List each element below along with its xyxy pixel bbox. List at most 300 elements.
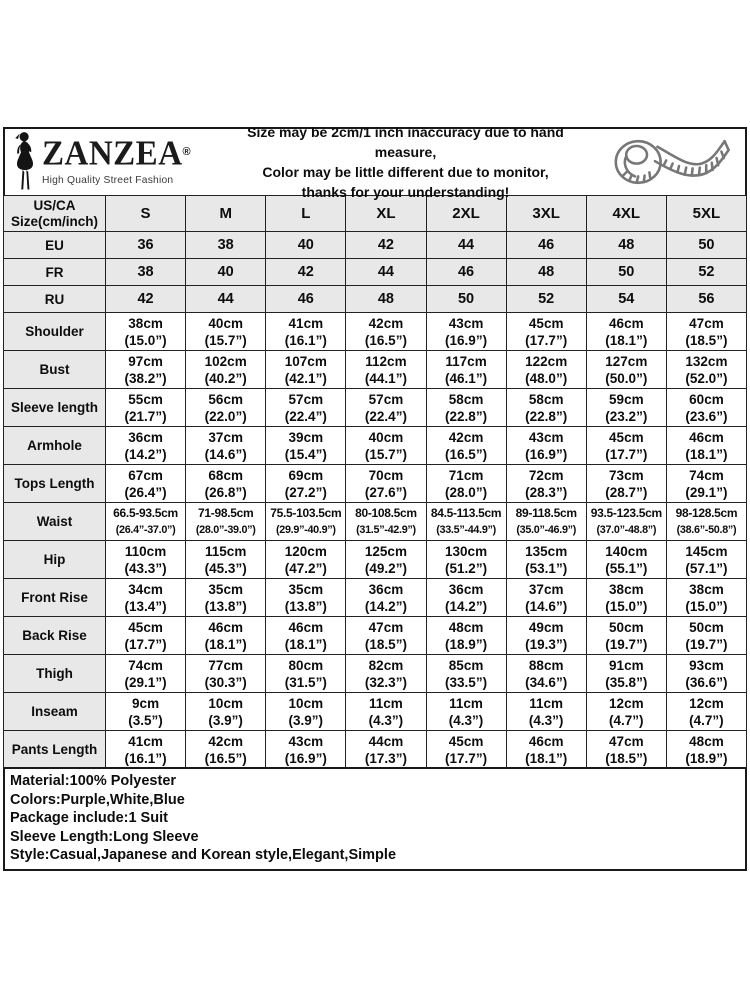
measurement-cell: [666, 427, 746, 465]
cm-value: 67cm: [128, 467, 163, 483]
measurement-cell: [426, 427, 506, 465]
measurement-row: [4, 465, 747, 503]
inch-value: (45.3”): [204, 560, 247, 576]
measurement-cell: [426, 693, 506, 731]
inch-value: (18.9”): [685, 750, 728, 766]
cm-value: 125cm: [364, 543, 407, 559]
inch-value: (22.0”): [204, 408, 247, 424]
size-column-header: 4XL: [586, 196, 666, 232]
measurement-cell: [586, 465, 666, 503]
cm-value: 112cm: [365, 353, 407, 369]
inch-value: (51.2”): [445, 560, 488, 576]
measurement-cell: [666, 313, 746, 351]
cm-value: 70cm: [368, 467, 404, 483]
conversion-cell: 50: [586, 259, 666, 286]
measurement-cell: [506, 427, 586, 465]
inch-value: (16.9”): [445, 332, 488, 348]
cm-value: 93cm: [689, 657, 724, 673]
measurement-cell: [666, 503, 746, 541]
cm-value: 45cm: [609, 429, 644, 445]
cm-value: 74cm: [689, 467, 724, 483]
cm-value: 9cm: [132, 695, 160, 711]
measurement-cell: [106, 693, 186, 731]
inch-value: (4.3”): [528, 712, 564, 728]
inch-value: (48.0”): [525, 370, 568, 386]
inch-value: (23.6”): [685, 408, 728, 424]
inch-value: (15.0”): [124, 332, 167, 348]
inch-value: (47.2”): [284, 560, 327, 576]
measurement-cell: [586, 313, 666, 351]
inch-value: (26.4”): [124, 484, 167, 500]
row-label: EU: [4, 232, 106, 259]
measuring-tape-icon: [600, 130, 738, 194]
measurement-cell: [266, 541, 346, 579]
inch-value: (42.1”): [284, 370, 327, 386]
measurement-row: [4, 693, 747, 731]
inch-value: (36.6”): [685, 674, 728, 690]
measurement-cell: [106, 541, 186, 579]
disclaimer: [218, 122, 593, 202]
row-label: Tops Length: [4, 465, 106, 503]
inch-value: (16.9”): [284, 750, 327, 766]
measurement-cell: [266, 617, 346, 655]
cm-value: 10cm: [288, 695, 324, 711]
measurement-cell: [426, 313, 506, 351]
cm-value: 57cm: [288, 391, 324, 407]
inch-value: (31.5”): [284, 674, 327, 690]
cm-value: 43cm: [288, 733, 324, 749]
cm-value: 43cm: [448, 315, 484, 331]
cm-value: 82cm: [368, 657, 404, 673]
measurement-cell: [106, 731, 186, 769]
cm-value: 73cm: [609, 467, 644, 483]
inch-value: (16.1”): [284, 332, 327, 348]
measurement-cell: [106, 503, 186, 541]
size-column-header: L: [266, 196, 346, 232]
measurement-cell: [266, 313, 346, 351]
measurement-cell: [426, 617, 506, 655]
cm-value: 57cm: [368, 391, 404, 407]
cm-value: 140cm: [605, 543, 648, 559]
measurement-cell: [426, 731, 506, 769]
measurement-cell: [266, 655, 346, 693]
disclaimer-line-3: thanks for your understanding!: [301, 184, 510, 200]
measurement-cell: [506, 541, 586, 579]
cm-value: 48cm: [448, 619, 484, 635]
measurement-cell: [666, 731, 746, 769]
measurement-cell: [666, 351, 746, 389]
conversion-row: [4, 232, 747, 259]
row-label: RU: [4, 286, 106, 313]
cm-value: 43cm: [528, 429, 564, 445]
inch-value: (16.1”): [124, 750, 167, 766]
measurement-cell: [506, 655, 586, 693]
corner-line-1: US/CA: [33, 197, 76, 213]
inch-value: (44.1”): [364, 370, 407, 386]
inch-value: (3.9”): [208, 712, 243, 728]
inch-value: (15.7”): [204, 332, 247, 348]
measurement-cell: [506, 465, 586, 503]
measurement-cell: [346, 389, 426, 427]
inch-value: (22.4”): [284, 408, 327, 424]
inch-value: (30.3”): [204, 674, 247, 690]
cm-value: 117cm: [445, 353, 487, 369]
cm-value: 37cm: [208, 429, 243, 445]
cm-value: 84.5-113.5cm: [430, 505, 502, 520]
cm-value: 10cm: [208, 695, 243, 711]
corner-header: [4, 196, 106, 232]
measurement-row: [4, 313, 747, 351]
inch-value: (28.0”): [445, 484, 488, 500]
cm-value: 93.5-123.5cm: [590, 505, 662, 520]
measurement-cell: [586, 351, 666, 389]
inch-value: (57.1”): [685, 560, 728, 576]
measurement-cell: [586, 693, 666, 731]
size-column-header: S: [106, 196, 186, 232]
inch-value: (13.8”): [204, 598, 247, 614]
cm-value: 74cm: [128, 657, 163, 673]
conversion-cell: 48: [506, 259, 586, 286]
inch-value: (4.7”): [609, 712, 644, 728]
inch-value: (40.2”): [204, 370, 247, 386]
cm-value: 42cm: [368, 315, 404, 331]
cm-value: 68cm: [208, 467, 243, 483]
woman-silhouette-icon: [10, 131, 40, 193]
measurement-cell: [666, 693, 746, 731]
measurement-cell: [346, 693, 426, 731]
measurement-cell: [506, 351, 586, 389]
cm-value: 45cm: [128, 619, 163, 635]
inch-value: (29.1”): [685, 484, 728, 500]
inch-value: (3.5”): [128, 712, 163, 728]
cm-value: 45cm: [528, 315, 564, 331]
measurement-cell: [106, 389, 186, 427]
cm-value: 49cm: [528, 619, 564, 635]
conversion-cell: 48: [586, 232, 666, 259]
cm-value: 12cm: [609, 695, 644, 711]
cm-value: 11cm: [369, 695, 403, 711]
cm-value: 36cm: [128, 429, 163, 445]
measurement-cell: [186, 541, 266, 579]
row-label: Hip: [4, 541, 106, 579]
inch-value: (16.5”): [364, 332, 407, 348]
measurement-cell: [106, 655, 186, 693]
inch-value: (14.2”): [364, 598, 407, 614]
measurement-cell: [506, 617, 586, 655]
cm-value: 46cm: [609, 315, 644, 331]
cm-value: 40cm: [368, 429, 404, 445]
size-column-header: 2XL: [426, 196, 506, 232]
row-label: Inseam: [4, 693, 106, 731]
cm-value: 58cm: [448, 391, 484, 407]
cm-value: 59cm: [609, 391, 644, 407]
cm-value: 47cm: [689, 315, 724, 331]
measurement-row: [4, 617, 747, 655]
measurement-cell: [666, 389, 746, 427]
measurement-cell: [186, 427, 266, 465]
measurement-cell: [346, 541, 426, 579]
measurement-cell: [666, 579, 746, 617]
cm-value: 107cm: [284, 353, 327, 369]
measurement-cell: [506, 313, 586, 351]
disclaimer-line-1: Size may be 2cm/1 inch inaccuracy due to hand measure,: [247, 124, 564, 160]
conversion-cell: 36: [106, 232, 186, 259]
inch-value: (28.7”): [605, 484, 648, 500]
measurement-cell: [266, 579, 346, 617]
cm-value: 58cm: [528, 391, 564, 407]
inch-value: (15.0”): [685, 598, 728, 614]
inch-value: (28.3”): [525, 484, 568, 500]
cm-value: 130cm: [445, 543, 488, 559]
cm-value: 38cm: [128, 315, 163, 331]
inch-value: (16.5”): [445, 446, 488, 462]
product-details: [3, 767, 747, 871]
size-column-header: 3XL: [506, 196, 586, 232]
inch-value: (18.1”): [204, 636, 247, 652]
measurement-cell: [346, 465, 426, 503]
measurement-cell: [346, 655, 426, 693]
conversion-cell: 52: [666, 259, 746, 286]
inch-value: (29.1”): [124, 674, 167, 690]
cm-value: 12cm: [689, 695, 724, 711]
material-line: Material:100% Polyester: [10, 773, 177, 789]
inch-value: (37.0”-48.8”): [596, 523, 657, 536]
cm-value: 75.5-103.5cm: [270, 505, 342, 520]
measurement-cell: [186, 313, 266, 351]
measurement-cell: [266, 389, 346, 427]
inch-value: (29.9”-40.9”): [275, 523, 336, 536]
measurement-row: [4, 541, 747, 579]
tape-icon-area: [593, 130, 745, 194]
inch-value: (4.3”): [448, 712, 484, 728]
measurement-cell: [186, 503, 266, 541]
logo-text: [42, 134, 191, 186]
cm-value: 71cm: [448, 467, 484, 483]
registered-mark-icon: ®: [182, 145, 191, 158]
conversion-cell: 56: [666, 286, 746, 313]
measurement-cell: [506, 579, 586, 617]
conversion-cell: 42: [106, 286, 186, 313]
inch-value: (4.3”): [368, 712, 404, 728]
row-label: Bust: [4, 351, 106, 389]
inch-value: (18.1”): [284, 636, 327, 652]
conversion-cell: 52: [506, 286, 586, 313]
conversion-cell: 44: [346, 259, 426, 286]
conversion-cell: 50: [426, 286, 506, 313]
inch-value: (49.2”): [364, 560, 407, 576]
row-label: Waist: [4, 503, 106, 541]
inch-value: (22.8”): [525, 408, 568, 424]
conversion-cell: 42: [346, 232, 426, 259]
cm-value: 34cm: [128, 581, 163, 597]
inch-value: (26.8”): [204, 484, 247, 500]
measurement-cell: [586, 655, 666, 693]
cm-value: 80-108.5cm: [355, 505, 417, 520]
package-line: Package include:1 Suit: [10, 810, 168, 827]
measurement-cell: [506, 389, 586, 427]
conversion-row: [4, 259, 747, 286]
cm-value: 91cm: [609, 657, 644, 673]
measurement-cell: [346, 503, 426, 541]
cm-value: 80cm: [288, 657, 324, 673]
inch-value: (18.5”): [605, 750, 648, 766]
inch-value: (13.8”): [284, 598, 327, 614]
measurement-cell: [266, 427, 346, 465]
inch-value: (17.3”): [364, 750, 407, 766]
cm-value: 11cm: [529, 695, 564, 711]
inch-value: (17.7”): [605, 446, 648, 462]
cm-value: 69cm: [288, 467, 324, 483]
inch-value: (34.6”): [525, 674, 568, 690]
cm-value: 47cm: [609, 733, 644, 749]
conversion-cell: 46: [426, 259, 506, 286]
inch-value: (18.5”): [685, 332, 728, 348]
cm-value: 46cm: [208, 619, 243, 635]
size-column-header: M: [186, 196, 266, 232]
cm-value: 132cm: [685, 353, 728, 369]
measurement-cell: [506, 731, 586, 769]
cm-value: 77cm: [208, 657, 243, 673]
measurement-row: [4, 503, 747, 541]
measurement-cell: [586, 541, 666, 579]
cm-value: 44cm: [368, 733, 404, 749]
measurement-cell: [346, 427, 426, 465]
cm-value: 35cm: [288, 581, 324, 597]
inch-value: (46.1”): [445, 370, 488, 386]
brand-name: ZANZEA: [42, 134, 183, 173]
size-column-header: 5XL: [666, 196, 746, 232]
measurement-cell: [186, 693, 266, 731]
cm-value: 42cm: [448, 429, 484, 445]
inch-value: (19.7”): [685, 636, 728, 652]
inch-value: (23.2”): [605, 408, 648, 424]
cm-value: 60cm: [689, 391, 724, 407]
inch-value: (15.0”): [605, 598, 648, 614]
inch-value: (15.4”): [284, 446, 327, 462]
measurement-cell: [106, 313, 186, 351]
measurement-cell: [666, 465, 746, 503]
header: [3, 124, 747, 200]
inch-value: (16.9”): [525, 446, 568, 462]
measurement-cell: [266, 465, 346, 503]
measurement-cell: [106, 351, 186, 389]
row-label: Pants Length: [4, 731, 106, 769]
inch-value: (18.5”): [364, 636, 407, 652]
cm-value: 110cm: [124, 543, 167, 559]
cm-value: 47cm: [368, 619, 404, 635]
measurement-cell: [586, 427, 666, 465]
cm-value: 45cm: [448, 733, 484, 749]
measurement-cell: [346, 313, 426, 351]
measurement-cell: [186, 731, 266, 769]
measurement-cell: [186, 655, 266, 693]
style-line: Style:Casual,Japanese and Korean style,Elegant,Simple: [10, 847, 397, 864]
row-label: Back Rise: [4, 617, 106, 655]
cm-value: 127cm: [605, 353, 648, 369]
inch-value: (53.1”): [525, 560, 568, 576]
measurement-cell: [186, 579, 266, 617]
inch-value: (35.0”-46.9”): [516, 523, 577, 536]
inch-value: (22.4”): [364, 408, 407, 424]
inch-value: (3.9”): [288, 712, 324, 728]
brand-logo: [5, 131, 218, 193]
measurement-cell: [426, 655, 506, 693]
inch-value: (18.9”): [445, 636, 488, 652]
inch-value: (43.3”): [124, 560, 167, 576]
measurement-cell: [506, 693, 586, 731]
cm-value: 11cm: [449, 695, 483, 711]
cm-value: 120cm: [284, 543, 327, 559]
cm-value: 41cm: [288, 315, 324, 331]
inch-value: (35.8”): [605, 674, 648, 690]
inch-value: (16.5”): [204, 750, 247, 766]
measurement-cell: [426, 503, 506, 541]
cm-value: 145cm: [685, 543, 728, 559]
brand-tagline: High Quality Street Fashion: [42, 174, 174, 186]
inch-value: (55.1”): [605, 560, 648, 576]
measurement-row: [4, 579, 747, 617]
conversion-cell: 38: [106, 259, 186, 286]
cm-value: 71-98.5cm: [198, 505, 254, 520]
cm-value: 115cm: [205, 543, 247, 559]
measurement-cell: [426, 465, 506, 503]
cm-value: 97cm: [128, 353, 163, 369]
inch-value: (33.5”-44.9”): [436, 523, 496, 536]
measurement-cell: [186, 465, 266, 503]
measurement-cell: [426, 579, 506, 617]
inch-value: (14.6”): [525, 598, 568, 614]
inch-value: (18.1”): [685, 446, 728, 462]
cm-value: 48cm: [689, 733, 724, 749]
inch-value: (19.3”): [525, 636, 568, 652]
measurement-cell: [666, 655, 746, 693]
cm-value: 38cm: [689, 581, 724, 597]
cm-value: 39cm: [288, 429, 324, 445]
inch-value: (19.7”): [605, 636, 648, 652]
cm-value: 89-118.5cm: [515, 505, 577, 520]
conversion-cell: 44: [186, 286, 266, 313]
row-label: FR: [4, 259, 106, 286]
disclaimer-line-2: Color may be little different due to monitor,: [262, 164, 549, 180]
inch-value: (32.3”): [364, 674, 407, 690]
cm-value: 55cm: [128, 391, 163, 407]
measurement-cell: [426, 351, 506, 389]
measurement-cell: [666, 617, 746, 655]
cm-value: 38cm: [609, 581, 644, 597]
inch-value: (13.4”): [124, 598, 167, 614]
inch-value: (18.1”): [605, 332, 648, 348]
cm-value: 35cm: [208, 581, 243, 597]
size-chart-table: [3, 195, 747, 769]
measurement-cell: [346, 617, 426, 655]
conversion-cell: 48: [346, 286, 426, 313]
row-label: Shoulder: [4, 313, 106, 351]
row-label: Armhole: [4, 427, 106, 465]
conversion-cell: 54: [586, 286, 666, 313]
conversion-cell: 50: [666, 232, 746, 259]
conversion-cell: 40: [266, 232, 346, 259]
measurement-row: [4, 351, 747, 389]
cm-value: 36cm: [448, 581, 484, 597]
measurement-cell: [346, 351, 426, 389]
conversion-cell: 42: [266, 259, 346, 286]
inch-value: (27.6”): [364, 484, 407, 500]
sleeve-length-line: Sleeve Length:Long Sleeve: [10, 828, 199, 845]
cm-value: 40cm: [208, 315, 243, 331]
measurement-cell: [426, 389, 506, 427]
measurement-cell: [266, 693, 346, 731]
measurement-cell: [506, 503, 586, 541]
